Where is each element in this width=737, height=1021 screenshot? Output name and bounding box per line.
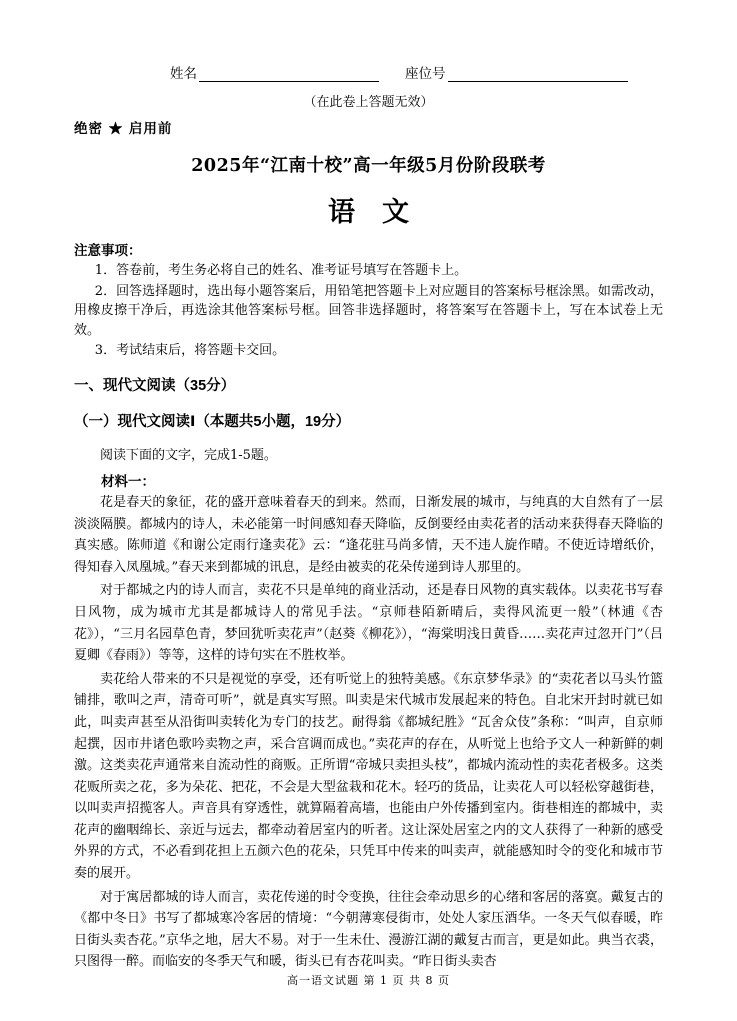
reading-instruction: 阅读下面的文字，完成1-5题。 [100, 447, 277, 463]
notice-title: 注意事项： [74, 243, 142, 259]
exam-title: 2025年“江南十校”高一年级5月份阶段联考 [191, 156, 546, 176]
notice-item-2: 2．回答选择题时，选出每小题答案后，用铅笔把答题卡上对应题目的答案标号框涂黑。如需改动，用橡皮擦干净后，再选涂其他答案标号框。回答非选择题时，将答案写在答题卡上，写在本试卷上无效。 [74, 283, 663, 338]
seat-blank-underline [448, 67, 628, 82]
material-paragraph-4: 对于寓居都城的诗人而言，卖花传递的时令变换，往往会牵动思乡的心绪和客居的落寞。戴复古的《都中冬日》书写了都城寒冷客居的情境：“今朝薄寒侵街市，处处人家压酒华。一冬天气似春暖，昨日街头卖杏花。”京华之地，居大不易。对于一生未仕、漫游江湖的戴复古而言，更是如此。典当衣裘，只图得一醉。而临安的冬季天气和暖，街头已有杏花叫卖。“昨日街头卖杏 [74, 889, 663, 970]
notice-section [74, 239, 663, 361]
material-one-label: 材料一： [101, 473, 155, 490]
notice-item-1: 1．答卷前，考生务必将自己的姓名、准考证号填写在答题卡上。 [94, 263, 468, 278]
page-footer: 高一语文试题 第 1 页 共 8 页 [287, 974, 450, 987]
subject-title: 语 文 [328, 197, 409, 228]
material-paragraph-2: 对于都城之内的诗人而言，卖花不只是单纯的商业活动，还是春日风物的真实载体。以卖花书写春日风物，成为城市尤其是都城诗人的常见手法。“京师巷陌新晴后，卖得风流更一般”（林逋《杏花》），“三月名园草色青，梦回犹听卖花声”（赵葵《柳花》），“海棠明浅日黄昏……卖花声过忽开门”（吕夏卿《春雨》）等等，这样的诗句实在不胜枚举。 [74, 583, 663, 664]
material-paragraph-1: 花是春天的象征，花的盛开意味着春天的到来。然而，日渐发展的城市，与纯真的大自然有了一层淡淡隔膜。都城内的诗人，未必能第一时间感知春天降临，反倒要经由卖花者的活动来获得春天降临的真实感。陈师道《和谢公定雨行逢卖花》云：“逢花驻马尚多情，天不违人旋作晴。不使近诗增纸价，得知春入凤凰城。”春天来到都城的讯息，是经由被卖的花朵传递到诗人那里的。 [74, 494, 663, 575]
subsection-heading-reading-1: （一）现代文阅读Ⅰ（本题共5小题，19分） [74, 413, 351, 430]
seat-label: 座位号 [405, 66, 446, 82]
answer-invalid-note: （在此卷上答题无效） [303, 95, 434, 110]
secret-classification-line: 绝密 ★ 启用前 [74, 121, 173, 137]
section-heading-modern-reading: 一、现代文阅读（35分） [74, 377, 236, 394]
name-label: 姓名 [170, 66, 197, 82]
name-seat-row [170, 62, 663, 82]
notice-item-3: 3．考试结束后，将答题卡交回。 [94, 343, 286, 359]
material-paragraph-3: 卖花给人带来的不只是视觉的享受，还有听觉上的独特美感。《东京梦华录》的“卖花者以马头竹篮铺排，歌叫之声，清奇可听”，就是真实写照。叫卖是宋代城市发展起来的特色。自北宋开封时就已如此，叫卖声甚至从沿街叫卖转化为专门的技艺。耐得翁《都城纪胜》“瓦舍众伎”条称：“叫声，自京师起撰，因市井诸色歌吟卖物之声，采合宫调而成也。”卖花声的存在，从听觉上也给予文人一种新鲜的刺激。这类卖花声通常来自流动性的商贩。正所谓“帝城只卖担头枝”，都城内流动性的卖花者极多。这类花贩所卖之花，多为朵花、把花，不会是大型盆栽和花木。轻巧的货品，让卖花人可以轻松穿越街巷，以叫卖声招揽客人。声音具有穿透性，就算隔着高墙，也能由户外传播到室内。街巷相连的都城中，卖花声的幽咽绵长、亲近与远去，都牵动着居室内的听者。这让深处居室之内的文人获得了一种新的感受外界的方式，不必看到花担上五颜六色的花朵，只凭耳中传来的叫卖声，就能感知时令的变化和城市节奏的展开。 [74, 671, 663, 882]
name-blank-underline [199, 67, 379, 82]
